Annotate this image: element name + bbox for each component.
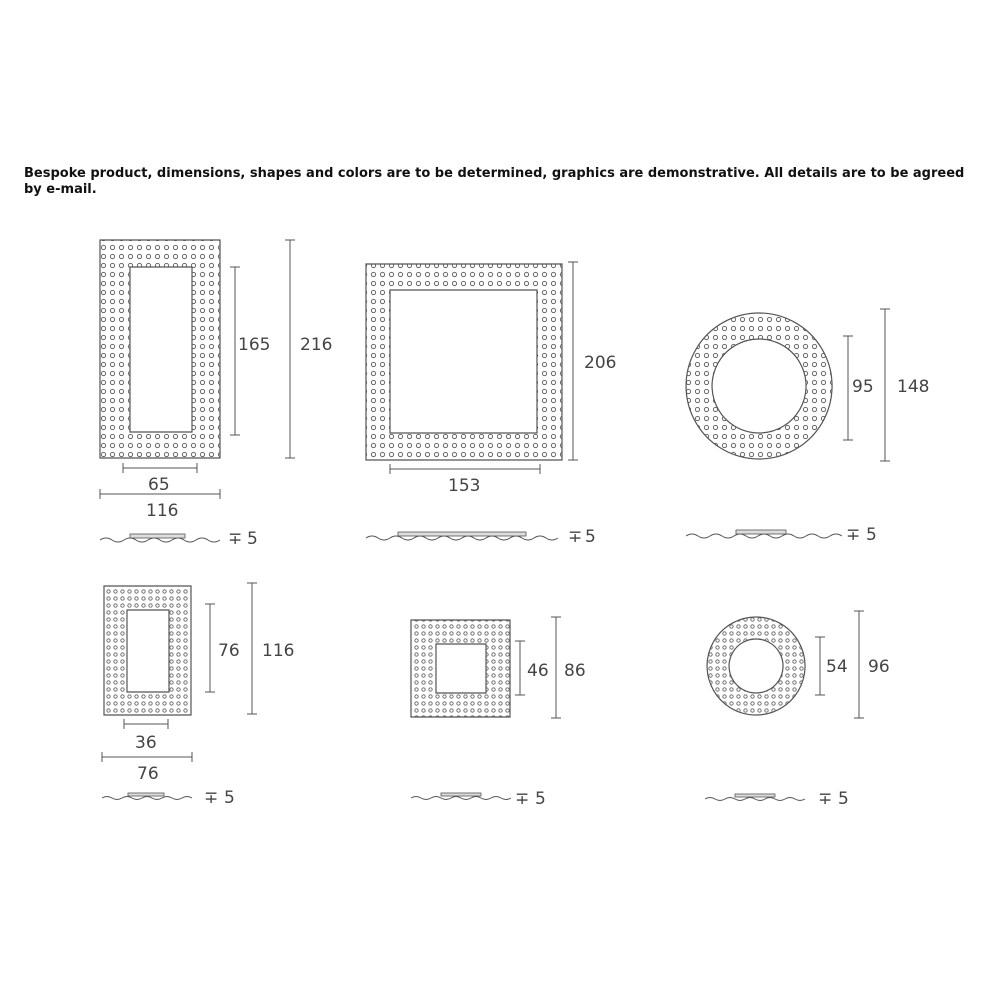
side-profile (102, 797, 192, 800)
thickness-symbol: ∓ (228, 529, 243, 549)
dim-thickness: 5 (535, 789, 546, 809)
side-profile (366, 536, 558, 540)
side-profile (100, 538, 220, 542)
frame-panel (366, 264, 562, 460)
side-profile (411, 797, 511, 800)
dim-outer-width: 76 (137, 764, 159, 784)
dim-outer-height: 216 (300, 335, 333, 355)
thickness-symbol: ∓ (846, 525, 861, 545)
frame-panel (707, 617, 805, 715)
dim-thickness: 5 (866, 525, 877, 545)
thickness-symbol: ∓ (204, 788, 219, 808)
dim-outer-height: 206 (584, 353, 617, 373)
dim-outer-diameter: 96 (868, 657, 890, 677)
thickness-symbol: ∓ (515, 789, 530, 809)
dim-outer-height: 116 (262, 641, 295, 661)
frame-panel (100, 240, 220, 458)
dim-inner-width: 153 (448, 476, 481, 496)
dim-inner-diameter: 54 (826, 657, 848, 677)
disclaimer-note: Bespoke product, dimensions, shapes and colors are to be determined, graphics are demonstrative. All details are to be agreed by e-mail. (24, 166, 965, 197)
frame-panel (411, 620, 510, 717)
dim-inner-diameter: 95 (852, 377, 874, 397)
product-small-square (411, 617, 586, 809)
side-profile (686, 534, 842, 538)
dim-thickness: 5 (838, 789, 849, 809)
dim-outer-height: 86 (564, 661, 586, 681)
dim-thickness: 5 (585, 527, 596, 547)
product-small-circle (705, 611, 890, 809)
thickness-symbol: ∓ (818, 789, 833, 809)
dim-inner-width: 36 (135, 733, 157, 753)
product-large-square (366, 262, 616, 547)
dim-thickness: 5 (224, 788, 235, 808)
frame-panel (104, 586, 191, 715)
product-large-rectangle (100, 240, 332, 549)
thickness-symbol: ∓ (568, 527, 583, 547)
dim-inner-height: 165 (238, 335, 271, 355)
product-large-circle (686, 309, 929, 545)
frame-panel (686, 313, 832, 459)
dim-outer-width: 116 (146, 501, 179, 521)
dim-thickness: 5 (247, 529, 258, 549)
side-profile (705, 798, 805, 801)
dim-inner-height: 46 (527, 661, 549, 681)
product-small-rectangle (102, 583, 294, 808)
dim-outer-diameter: 148 (897, 377, 930, 397)
dim-inner-height: 76 (218, 641, 240, 661)
dim-inner-width: 65 (148, 475, 170, 495)
